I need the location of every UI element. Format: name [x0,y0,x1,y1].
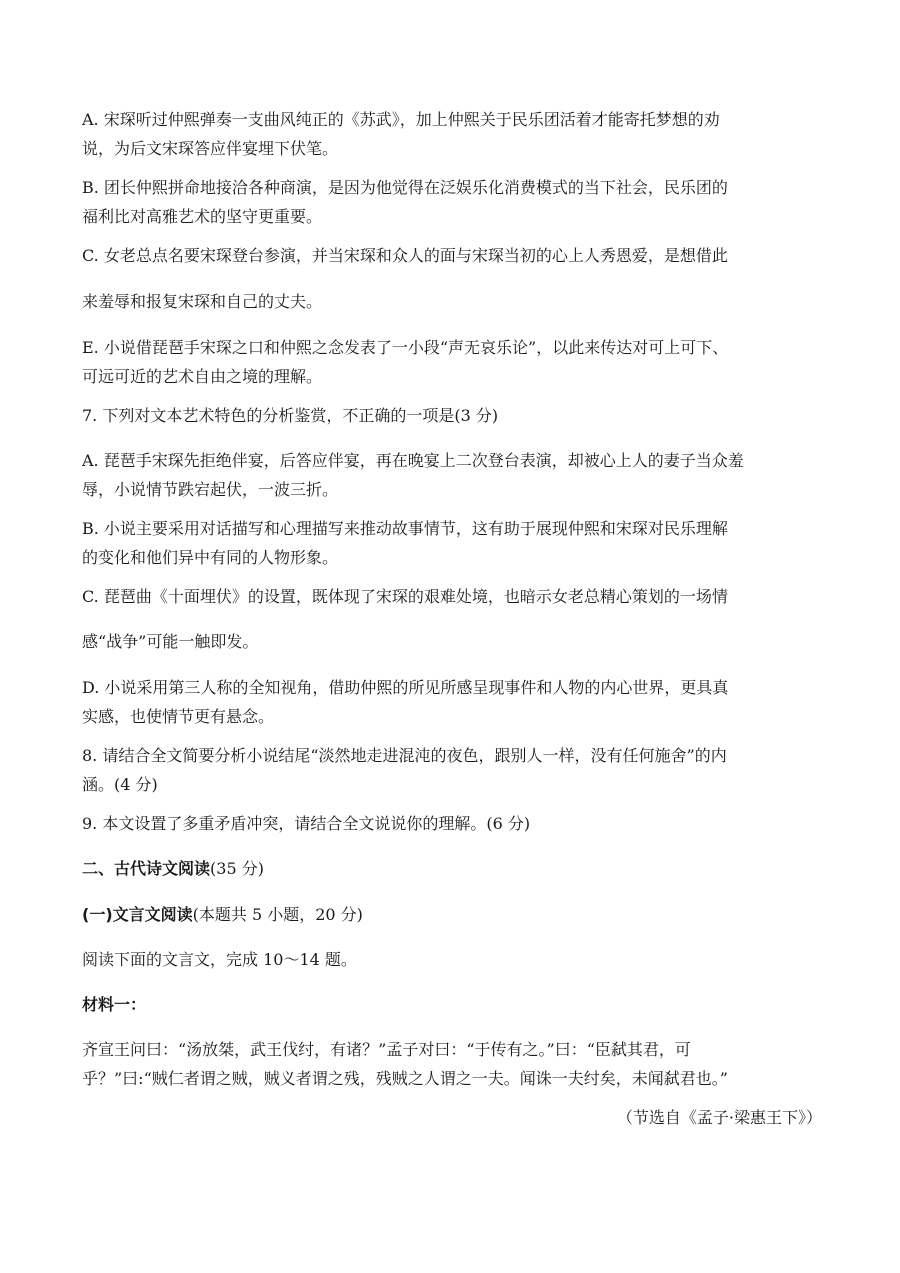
option-6c [82,246,822,275]
text-line: D. 小说采用第三人称的全知视角，借助仲熙的所见所感呈现事件和人物的内心世界，更具真 [82,678,729,697]
source-text: （节选自《孟子·梁惠王下》） [616,1108,822,1127]
text-line: 8. 请结合全文简要分析小说结尾“淡然地走进混沌的夜色，跟别人一样，没有任何施舍”的内 [82,746,727,765]
option-6b [82,178,822,236]
option-6a [82,110,822,168]
option-7c-continued [82,632,822,661]
text-line: 说，为后文宋琛答应伴宴埋下伏笔。 [82,139,339,158]
option-7d [82,678,822,736]
subsection-note: (本题共 5 小题，20 分) [192,905,363,924]
section-heading-text: 二、古代诗文阅读 [82,859,211,878]
option-7a [82,451,822,509]
passage-line: 乎？”曰:“贼仁者谓之贼，贼义者谓之残，残贼之人谓之一夫。闻诛一夫纣矣，未闻弑君也。” [82,1069,728,1088]
question-9 [82,814,822,843]
instruction-text: 阅读下面的文言文，完成 10～14 题。 [82,950,357,969]
option-6e [82,338,822,396]
text-line: B. 团长仲熙拼命地接洽各种商演，是因为他觉得在泛娱乐化消费模式的当下社会，民乐团的 [82,178,728,197]
option-6c-continued [82,292,822,321]
text-line: 的变化和他们异中有同的人物形象。 [82,548,339,567]
question-text: 7. 下列对文本艺术特色的分析鉴赏，不正确的一项是(3 分) [82,406,499,425]
text-line: B. 小说主要采用对话描写和心理描写来推动故事情节，这有助于展现仲熙和宋琛对民乐理解 [82,519,728,538]
subsection-heading [82,905,822,934]
section-heading-line [82,859,822,879]
text-line: E. 小说借琵琶手宋琛之口和仲熙之念发表了一小段“声无哀乐论”，以此来传达对可上可下、 [82,338,729,357]
option-7c [82,587,822,616]
text-line: C. 琵琶曲《十面埋伏》的设置，既体现了宋琛的艰难处境，也暗示女老总精心策划的一场情 [82,587,728,606]
material-label-text: 材料一： [82,995,147,1014]
section-heading [82,859,822,888]
text-line: 9. 本文设置了多重矛盾冲突，请结合全文说说你的理解。(6 分) [82,814,531,833]
document-page [82,0,822,1273]
text-line: 来羞辱和报复宋琛和自己的丈夫。 [82,292,323,311]
classical-passage [82,1040,822,1098]
text-line: A. 琵琶手宋琛先拒绝伴宴，后答应伴宴，再在晚宴上二次登台表演，却被心上人的妻子当众羞 [82,451,744,470]
section-score: (35 分) [210,859,264,878]
subsection-heading-line [82,905,822,925]
subsection-heading-text: (一)文言文阅读 [82,905,193,924]
material-label [82,995,822,1024]
text-line: A. 宋琛听过仲熙弹奏一支曲风纯正的《苏武》，加上仲熙关于民乐团活着才能寄托梦想的劝 [82,110,720,129]
text-line: C. 女老总点名要宋琛登台参演，并当宋琛和众人的面与宋琛当初的心上人秀恩爱，是想借此 [82,246,728,265]
text-line: 感“战争”可能一触即发。 [82,632,259,651]
option-7b [82,519,822,577]
text-line: 实感，也使情节更有悬念。 [82,707,275,726]
instruction [82,950,822,979]
text-line: 辱，小说情节跌宕起伏，一波三折。 [82,480,339,499]
passage-source [82,1108,822,1137]
question-7 [82,406,822,435]
question-8 [82,746,822,804]
text-line: 福利比对高雅艺术的坚守更重要。 [82,207,323,226]
passage-line: 齐宣王问曰：“汤放桀，武王伐纣，有诸？”孟子对曰：“于传有之。”曰：“臣弑其君，可 [82,1040,691,1059]
text-line: 可远可近的艺术自由之境的理解。 [82,367,323,386]
text-line: 涵。(4 分) [82,775,158,794]
